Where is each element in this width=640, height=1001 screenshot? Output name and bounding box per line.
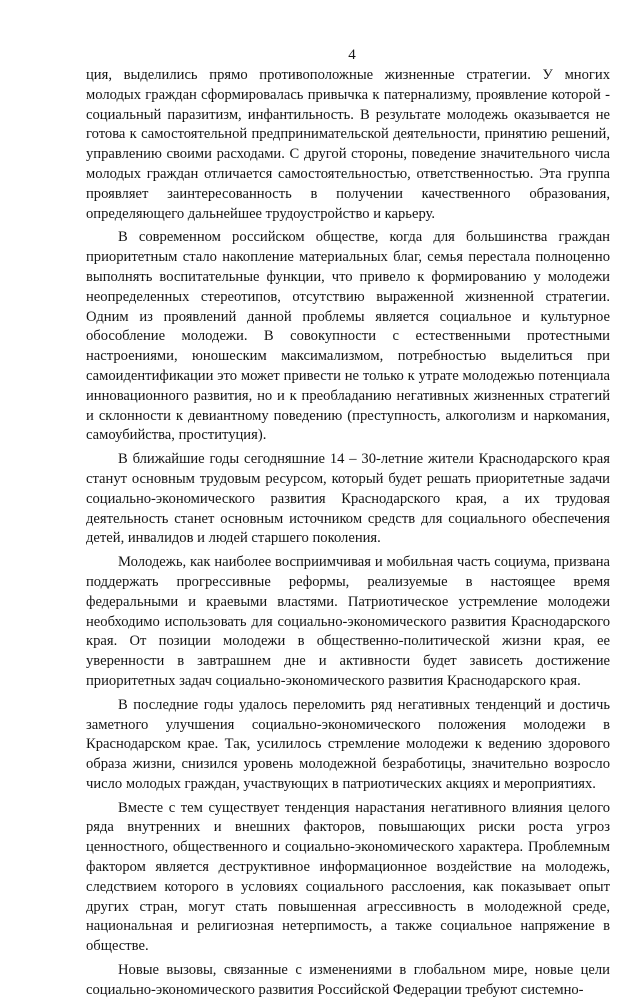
paragraph: ция, выделились прямо противоположные жизненные стратегии. У многих молодых граждан сформировалась привычка к патернализму, проявление которой - социальный паразитизм, инфантильность. В результате молодежь оказывается не готова к самостоятельной предпринимательской деятельности, принятию решений, управлению своими расходами. С другой стороны, поведение значительного числа молодых граждан отличается самостоятельностью, ответственностью. Эта группа проявляет заинтересованность в получении качественного образования, определяющего дальнейшее трудоустройство и карьеру. (86, 67, 610, 222)
paragraph: В последние годы удалось переломить ряд негативных тенденций и достичь заметного улучшения социально-экономического положения молодежи в Краснодарском крае. Так, усилилось стремление молодежи к ведению здорового образа жизни, снизился уровень молодежной безработицы, значительно возросло число молодых граждан, участвующих в патриотических акциях и мероприятиях. (86, 696, 610, 792)
paragraph: В современном российском обществе, когда для большинства граждан приоритетным стало накопление материальных благ, семья перестала полноценно выполнять воспитательные функции, что привело к формированию у молодежи неопределенных стереотипов, отсутствию выраженной жизненной стратегии. Одним из проявлений данной проблемы является социальное и культурное обособление молодежи. В совокупности с естественными протестными настроениями, юношеским максимализмом, потребностью выделиться при самоидентификации это может привести не только к утрате молодежью потенциала инновационного развития, но и к преобладанию негативных жизненных стратегий и склонности к девиантному поведению (преступность, алкоголизм и наркомания, самоубийства, проституция). (86, 229, 610, 444)
document-body (86, 66, 610, 1001)
paragraph: Новые вызовы, связанные с изменениями в глобальном мире, новые цели социально-экономического развития Российской Федерации требуют системно- (86, 962, 610, 998)
paragraph: В ближайшие годы сегодняшние 14 – 30-летние жители Краснодарского края станут основным трудовым ресурсом, который будет решать приоритетные задачи социально-экономического развития Краснодарского края, а их трудовая деятельность станет основным источником средств для социального обеспечения детей, инвалидов и людей старшего поколения. (86, 451, 610, 547)
page-number: 4 (348, 47, 356, 63)
paragraph: Вместе с тем существует тенденция нарастания негативного влияния целого ряда внутренних и внешних факторов, повышающих риски роста угроз ценностного, общественного и социально-экономического характера. Проблемным фактором является деструктивное информационное воздействие на молодежь, следствием которого в условиях социального расслоения, как показывает опыт других стран, могут стать повышенная агрессивность в молодежной среде, национальная и религиозная нетерпимость, а также социальное напряжение в обществе. (86, 799, 610, 955)
paragraph: Молодежь, как наиболее восприимчивая и мобильная часть социума, призвана поддержать прогрессивные реформы, реализуемые в настоящее время федеральными и краевыми властями. Патриотическое устремление молодежи необходимо использовать для социально-экономического развития Краснодарского края. От позиции молодежи в общественно-политической жизни края, ее уверенности в завтрашнем дне и активности будет зависеть достижение приоритетных задач социально-экономического развития Краснодарского края. (86, 554, 610, 689)
